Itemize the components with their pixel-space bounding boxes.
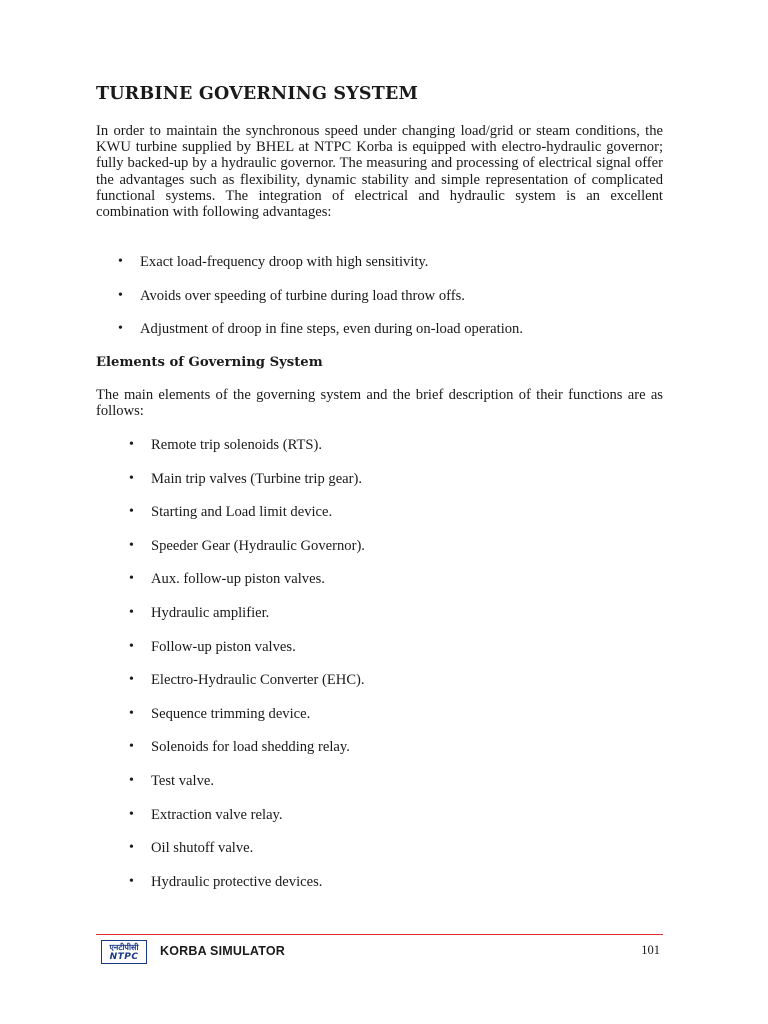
list-item-text: Extraction valve relay. bbox=[151, 806, 283, 823]
bullet-icon: • bbox=[118, 287, 123, 303]
list-item bbox=[96, 605, 365, 639]
list-item bbox=[96, 437, 365, 471]
list-item-text: Hydraulic amplifier. bbox=[151, 604, 270, 621]
bullet-icon: • bbox=[129, 537, 134, 553]
list-item-text: Adjustment of droop in fine steps, even during on-load operation. bbox=[140, 321, 524, 337]
list-item bbox=[96, 288, 523, 322]
list-item bbox=[96, 471, 365, 505]
list-item bbox=[96, 254, 523, 288]
list-item-text: Speeder Gear (Hydraulic Governor). bbox=[151, 537, 365, 554]
bullet-icon: • bbox=[129, 840, 134, 856]
bullet-icon: • bbox=[129, 672, 134, 688]
bullet-icon: • bbox=[129, 772, 134, 788]
bullet-icon: • bbox=[129, 470, 134, 486]
bullet-icon: • bbox=[129, 437, 134, 452]
list-item-text: Avoids over speeding of turbine during load throw offs. bbox=[140, 287, 465, 304]
bullet-icon: • bbox=[129, 571, 134, 587]
page-number: 101 bbox=[641, 943, 660, 957]
logo-hindi-text: एनटीपीसी bbox=[109, 942, 139, 952]
section-heading: Elements of Governing System bbox=[96, 355, 323, 370]
bullet-icon: • bbox=[129, 504, 134, 520]
bullet-icon: • bbox=[129, 806, 134, 822]
bullet-icon: • bbox=[118, 321, 123, 336]
list-item-text: Sequence trimming device. bbox=[151, 705, 311, 722]
list-item bbox=[96, 706, 365, 740]
elements-intro-paragraph: The main elements of the governing system and the brief description of their functions are as follows: bbox=[96, 387, 663, 420]
list-item-text: Remote trip solenoids (RTS). bbox=[151, 437, 322, 453]
list-item-text: Exact load-frequency droop with high sensitivity. bbox=[140, 254, 429, 270]
list-item bbox=[96, 773, 365, 807]
list-item bbox=[96, 874, 365, 908]
list-item bbox=[96, 504, 365, 538]
list-item bbox=[96, 538, 365, 572]
intro-paragraph: In order to maintain the synchronous speed under changing load/grid or steam conditions, the KWU turbine supplied by BHEL at NTPC Korba is equipped with electro-hydraulic governor; fully backed-up by a hydraulic governor. The measuring and processing of electrical signal offer the advantages such as flexibility, dynamic stability and simple representation of complicated functional systems. The integration of electrical and hydraulic system is an excellent combination with following advantages: bbox=[96, 123, 663, 221]
elements-list bbox=[96, 437, 365, 907]
list-item-text: Solenoids for load shedding relay. bbox=[151, 739, 350, 756]
list-item bbox=[96, 739, 365, 773]
footer-divider bbox=[96, 934, 663, 935]
bullet-icon: • bbox=[129, 739, 134, 755]
list-item-text: Oil shutoff valve. bbox=[151, 840, 254, 857]
list-item bbox=[96, 571, 365, 605]
list-item-text: Main trip valves (Turbine trip gear). bbox=[151, 470, 363, 487]
list-item-text: Starting and Load limit device. bbox=[151, 504, 333, 521]
list-item-text: Follow-up piston valves. bbox=[151, 638, 296, 655]
list-item-text: Hydraulic protective devices. bbox=[151, 873, 323, 890]
list-item bbox=[96, 840, 365, 874]
ntpc-logo bbox=[101, 940, 147, 964]
list-item bbox=[96, 672, 365, 706]
footer-label: KORBA SIMULATOR bbox=[160, 944, 285, 958]
list-item bbox=[96, 639, 365, 673]
logo-english-text: NTPC bbox=[109, 951, 139, 962]
advantages-list bbox=[96, 254, 523, 355]
bullet-icon: • bbox=[129, 604, 134, 620]
list-item-text: Aux. follow-up piston valves. bbox=[151, 571, 325, 588]
list-item bbox=[96, 321, 523, 355]
list-item bbox=[96, 807, 365, 841]
list-item-text: Electro-Hydraulic Converter (EHC). bbox=[151, 672, 365, 689]
list-item-text: Test valve. bbox=[151, 772, 215, 789]
page-title: TURBINE GOVERNING SYSTEM bbox=[96, 84, 419, 104]
bullet-icon: • bbox=[118, 254, 123, 269]
bullet-icon: • bbox=[129, 873, 134, 889]
bullet-icon: • bbox=[129, 638, 134, 654]
bullet-icon: • bbox=[129, 705, 134, 721]
